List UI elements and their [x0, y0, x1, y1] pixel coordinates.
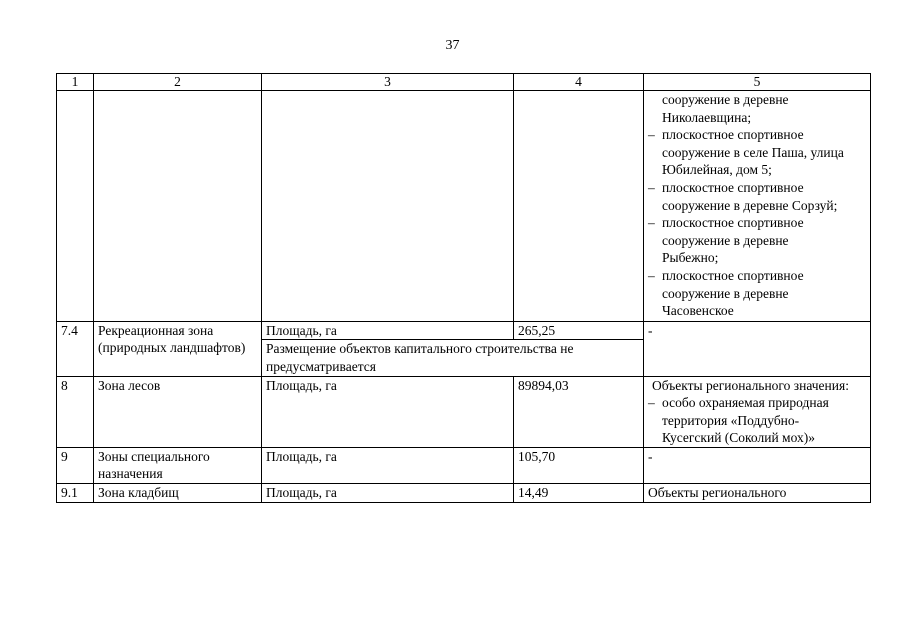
- cell-param: Площадь, га: [262, 376, 514, 447]
- list-item: [648, 429, 866, 447]
- cell-num: 9: [57, 447, 94, 483]
- cell-name: Зона лесов: [94, 376, 262, 447]
- cell-objects: -: [644, 321, 871, 376]
- list-item: [648, 214, 866, 232]
- cell-value: 105,70: [514, 447, 644, 483]
- cell-num: [57, 91, 94, 322]
- list-item: [648, 126, 866, 144]
- list-item-text: территория «Поддубно-: [662, 412, 800, 428]
- list-item-text: особо охраняемая природная: [662, 395, 829, 411]
- list-item-text: сооружение в селе Паша, улица: [662, 144, 844, 160]
- cell-num: 7.4: [57, 321, 94, 376]
- objects-title: Объекты регионального значения:: [652, 377, 849, 393]
- table-row-7-4: [57, 321, 871, 340]
- cell-name: [94, 91, 262, 322]
- cell-param: Площадь, га: [262, 484, 514, 503]
- dash-marker: –: [648, 127, 655, 143]
- list-item: [648, 394, 866, 412]
- table-row-9-1: [57, 484, 871, 503]
- table-row-8: [57, 376, 871, 447]
- table-row-9: [57, 447, 871, 483]
- header-cell: 3: [262, 74, 514, 91]
- cell-num: 9.1: [57, 484, 94, 503]
- cell-value: 265,25: [514, 321, 644, 340]
- list-item-text: плоскостное спортивное: [662, 267, 804, 283]
- dash-marker: –: [648, 267, 655, 283]
- list-item: [648, 232, 866, 250]
- list-item: [648, 302, 866, 320]
- list-item-text: плоскостное спортивное: [662, 215, 804, 231]
- list-item-text: плоскостное спортивное: [662, 179, 804, 195]
- objects-list: [648, 394, 866, 447]
- cell-param: Площадь, га: [262, 447, 514, 483]
- list-item-text: плоскостное спортивное: [662, 127, 804, 143]
- list-item-text: Николаевщина;: [662, 109, 752, 125]
- list-item-text: Часовенское: [662, 303, 734, 319]
- cell-value: 89894,03: [514, 376, 644, 447]
- cell-value: 14,49: [514, 484, 644, 503]
- dash-marker: –: [648, 179, 655, 195]
- zones-table: [56, 73, 871, 503]
- list-item: [648, 179, 866, 197]
- list-item: [648, 144, 866, 162]
- header-cell: 1: [57, 74, 94, 91]
- cell-name: Рекреационная зона (природных ландшафтов): [94, 321, 262, 376]
- list-item: [648, 412, 866, 430]
- objects-list: [648, 91, 866, 321]
- cell-param: [262, 91, 514, 322]
- header-cell: 2: [94, 74, 262, 91]
- cell-num: 8: [57, 376, 94, 447]
- header-cell: 4: [514, 74, 644, 91]
- list-item-text: Юбилейная, дом 5;: [662, 162, 772, 178]
- list-item-text: Кусегский (Соколий мох)»: [662, 430, 816, 446]
- list-item-text: сооружение в деревне: [662, 92, 789, 107]
- cell-name: Зоны специального назначения: [94, 447, 262, 483]
- cell-note: Размещение объектов капитального строительства не предусматривается: [262, 340, 644, 376]
- dash-marker: –: [648, 215, 655, 231]
- cell-objects: Объекты регионального: [644, 484, 871, 503]
- cell-objects: [644, 91, 871, 322]
- dash-marker: –: [648, 395, 655, 411]
- list-item: [648, 285, 866, 303]
- list-item: [648, 91, 866, 109]
- page-number: 37: [445, 38, 460, 53]
- list-item-text: Рыбежно;: [662, 250, 719, 266]
- cell-objects: -: [644, 447, 871, 483]
- list-item-text: сооружение в деревне: [662, 232, 789, 248]
- cell-param: Площадь, га: [262, 321, 514, 340]
- list-item-text: сооружение в деревне Сорзуй;: [662, 197, 838, 213]
- table-row-continued: [57, 91, 871, 322]
- list-item-text: сооружение в деревне: [662, 285, 789, 301]
- list-item: [648, 267, 866, 285]
- list-item: [648, 109, 866, 127]
- cell-objects: [644, 376, 871, 447]
- list-item: [648, 161, 866, 179]
- header-cell: 5: [644, 74, 871, 91]
- cell-name: Зона кладбищ: [94, 484, 262, 503]
- list-item: [648, 197, 866, 215]
- cell-value: [514, 91, 644, 322]
- table-header-row: [57, 74, 871, 91]
- list-item: [648, 249, 866, 267]
